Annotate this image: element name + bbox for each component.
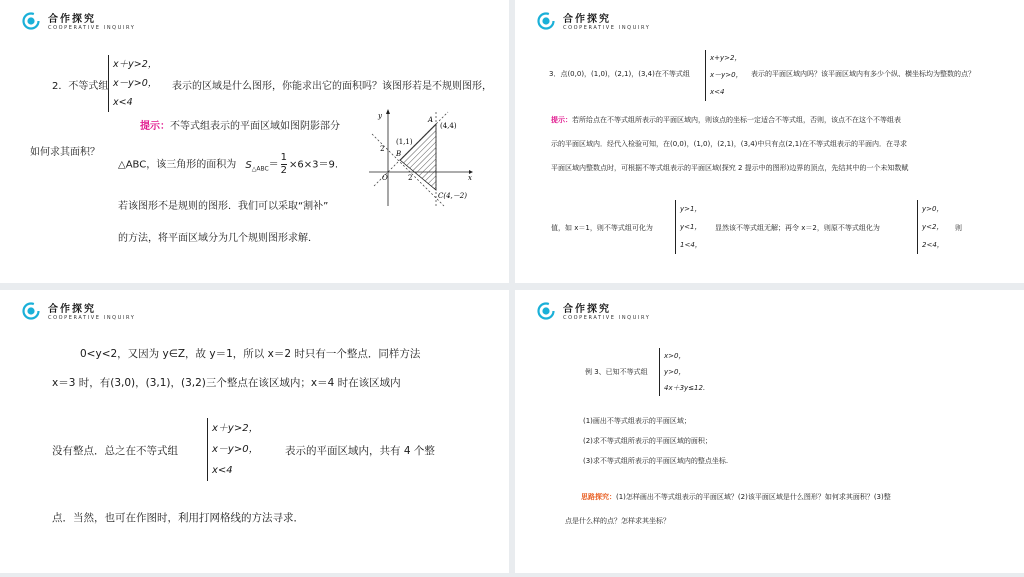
question-prefix: 3．点(0,0)，(1,0)，(2,1)，(3,4)在不等式组 [549,70,690,78]
slide-3 [0,290,509,573]
value-line-middle: 显然该不等式组无解；再令 x＝2，则原不等式组化为 [715,224,880,232]
inequality-2: x－y>0， [710,71,743,79]
question-line-2: 如何求其面积？ [30,147,100,158]
body-line-3-prefix: 没有整点．总之在不等式组 [52,445,178,457]
question-1: (1)画出不等式组表示的平面区域； [583,417,691,425]
inequality-2: x－y>0， [212,444,259,455]
header-subtitle: COOPERATIVE INQUIRY [563,315,651,321]
origin-label: O [382,174,388,182]
inequality-3: x<4 [113,97,133,108]
header-subtitle: COOPERATIVE INQUIRY [48,25,136,31]
logo-icon [22,302,40,320]
explanation-line-4: 的方法，将平面区域分为几个规则图形求解． [118,233,318,244]
thinking-label: 思路探究： [581,493,616,501]
triangle-prefix: △ABC，该三角形的面积为 [118,159,237,171]
slide-2 [515,0,1024,283]
question-prefix: 2．不等式组 [52,81,109,92]
question-suffix: 表示的区域是什么图形，你能求出它的面积吗？该图形若是不规则图形， [172,81,492,92]
inequality-2: x－y>0， [113,78,158,89]
inequality-1: x＋y>2， [212,423,259,434]
fraction-numerator: 1 [280,152,288,163]
body-line-2: x＝3 时，有(3,0)，(3,1)，(3,2)三个整点在该区域内；x＝4 时在该区域内 [52,377,401,389]
question-suffix: 表示的平面区域内吗？该平面区域内有多少个纵、横坐标均为整数的点？ [751,70,975,78]
hint-line-3: 平面区域内整数点时，可根据不等式组表示的平面区域(探究 2 提示中的图形)边界的顶点，先结其中的一个未知数赋 [551,164,909,172]
area-equals: ＝ [268,159,279,171]
header-title: 合作探究 [48,304,96,315]
area-line [118,152,338,177]
inequality-system-3 [917,200,944,254]
thinking-line-2: 点是什么样的点？怎样求其坐标？ [565,517,670,525]
y-axis-arrow-icon [386,109,390,114]
inequality-3: x<4 [212,465,233,476]
thinking-line [581,492,891,502]
inequality-3: x<4 [710,88,725,96]
region-graph [364,106,476,210]
logo-icon [22,12,40,30]
body-line-4: 点．当然，也可在作图时，利用打网格线的方法寻求． [52,512,304,524]
area-symbol: S [245,159,252,171]
value-line-suffix: 则 [955,224,962,232]
point-b-label: B [396,150,402,158]
area-result: ×6×3＝9. [289,159,339,171]
fraction [281,152,287,177]
y-tick-label: 2 [380,145,385,153]
hint-label: 提示： [551,116,572,124]
inequality-3-1: y>0， [922,205,944,213]
inequality-system [705,50,743,101]
slide-4 [515,290,1024,573]
header-subtitle: COOPERATIVE INQUIRY [563,25,651,31]
inequality-2-2: y<1， [680,223,702,231]
example-prefix: 例 3、已知不等式组 [585,368,648,376]
logo-icon [537,302,555,320]
area-subscript: △ABC [251,165,269,173]
inequality-3-3: 2<4， [922,241,944,249]
question-2: (2)求不等式组所表示的平面区域的面积； [583,437,712,445]
hint-line-2: 示的平面区域内．经代入检验可知，在(0,0)，(1,0)，(2,1)，(3,4)中只有点(2,1)在不等式组表示的平面内．在寻求 [551,140,907,148]
explanation-line-3: 若该图形不是规则的图形．我们可以采取“割补” [118,201,329,212]
inequality-3: 4x＋3y≤12. [664,384,706,392]
y-axis-label: y [378,112,382,120]
inequality-system [108,55,157,112]
hint-line [140,117,340,132]
inequality-system [659,348,705,396]
thinking-text: (1)怎样画出不等式组表示的平面区域？(2)该平面区域是什么图形？如何求其面积？(3)整 [616,493,891,501]
inequality-1: x>0， [664,352,686,360]
hint-label: 提示： [140,121,170,132]
fraction-denominator: 2 [280,165,288,176]
logo-icon [537,12,555,30]
inequality-1: x+y>2， [710,54,742,62]
inequality-2: y>0， [664,368,686,376]
header-subtitle: COOPERATIVE INQUIRY [48,315,136,321]
body-line-1: 0<y<2，又因为 y∈Z，故 y＝1，所以 x＝2 时只有一个整点．同样方法 [80,348,421,360]
header-title: 合作探究 [563,304,611,315]
hint-line [551,115,901,125]
value-line-prefix: 值，如 x＝1，则不等式组可化为 [551,224,653,232]
question-3: (3)求不等式组所表示的平面区域内的整点坐标. [583,457,729,465]
inequality-2-1: y>1， [680,205,702,213]
x-tick-label: 2 [408,174,413,182]
header-title: 合作探究 [48,14,96,25]
inequality-2-3: 1<4， [680,241,702,249]
header-title: 合作探究 [563,14,611,25]
point-c-label: C(4,－2) [438,192,467,200]
x-axis-label: x [468,174,472,182]
inequality-3-2: y<2， [922,223,944,231]
point-a-label: A [428,116,434,124]
coord-4-4-label: (4,4) [440,122,457,130]
slide-1 [0,0,509,283]
coord-1-1-label: (1,1) [396,138,413,146]
hint-text: 若所给点在不等式组所表示的平面区域内，则该点的坐标一定适合不等式组，否则，该点不在这个不等组表 [572,116,901,124]
inequality-1: x＋y>2， [113,59,158,70]
inequality-system-2 [675,200,702,254]
inequality-system [207,418,259,481]
body-line-3-suffix: 表示的平面区域内，共有 4 个整 [285,445,435,457]
hint-text: 不等式组表示的平面区域如图阴影部分 [170,121,340,132]
